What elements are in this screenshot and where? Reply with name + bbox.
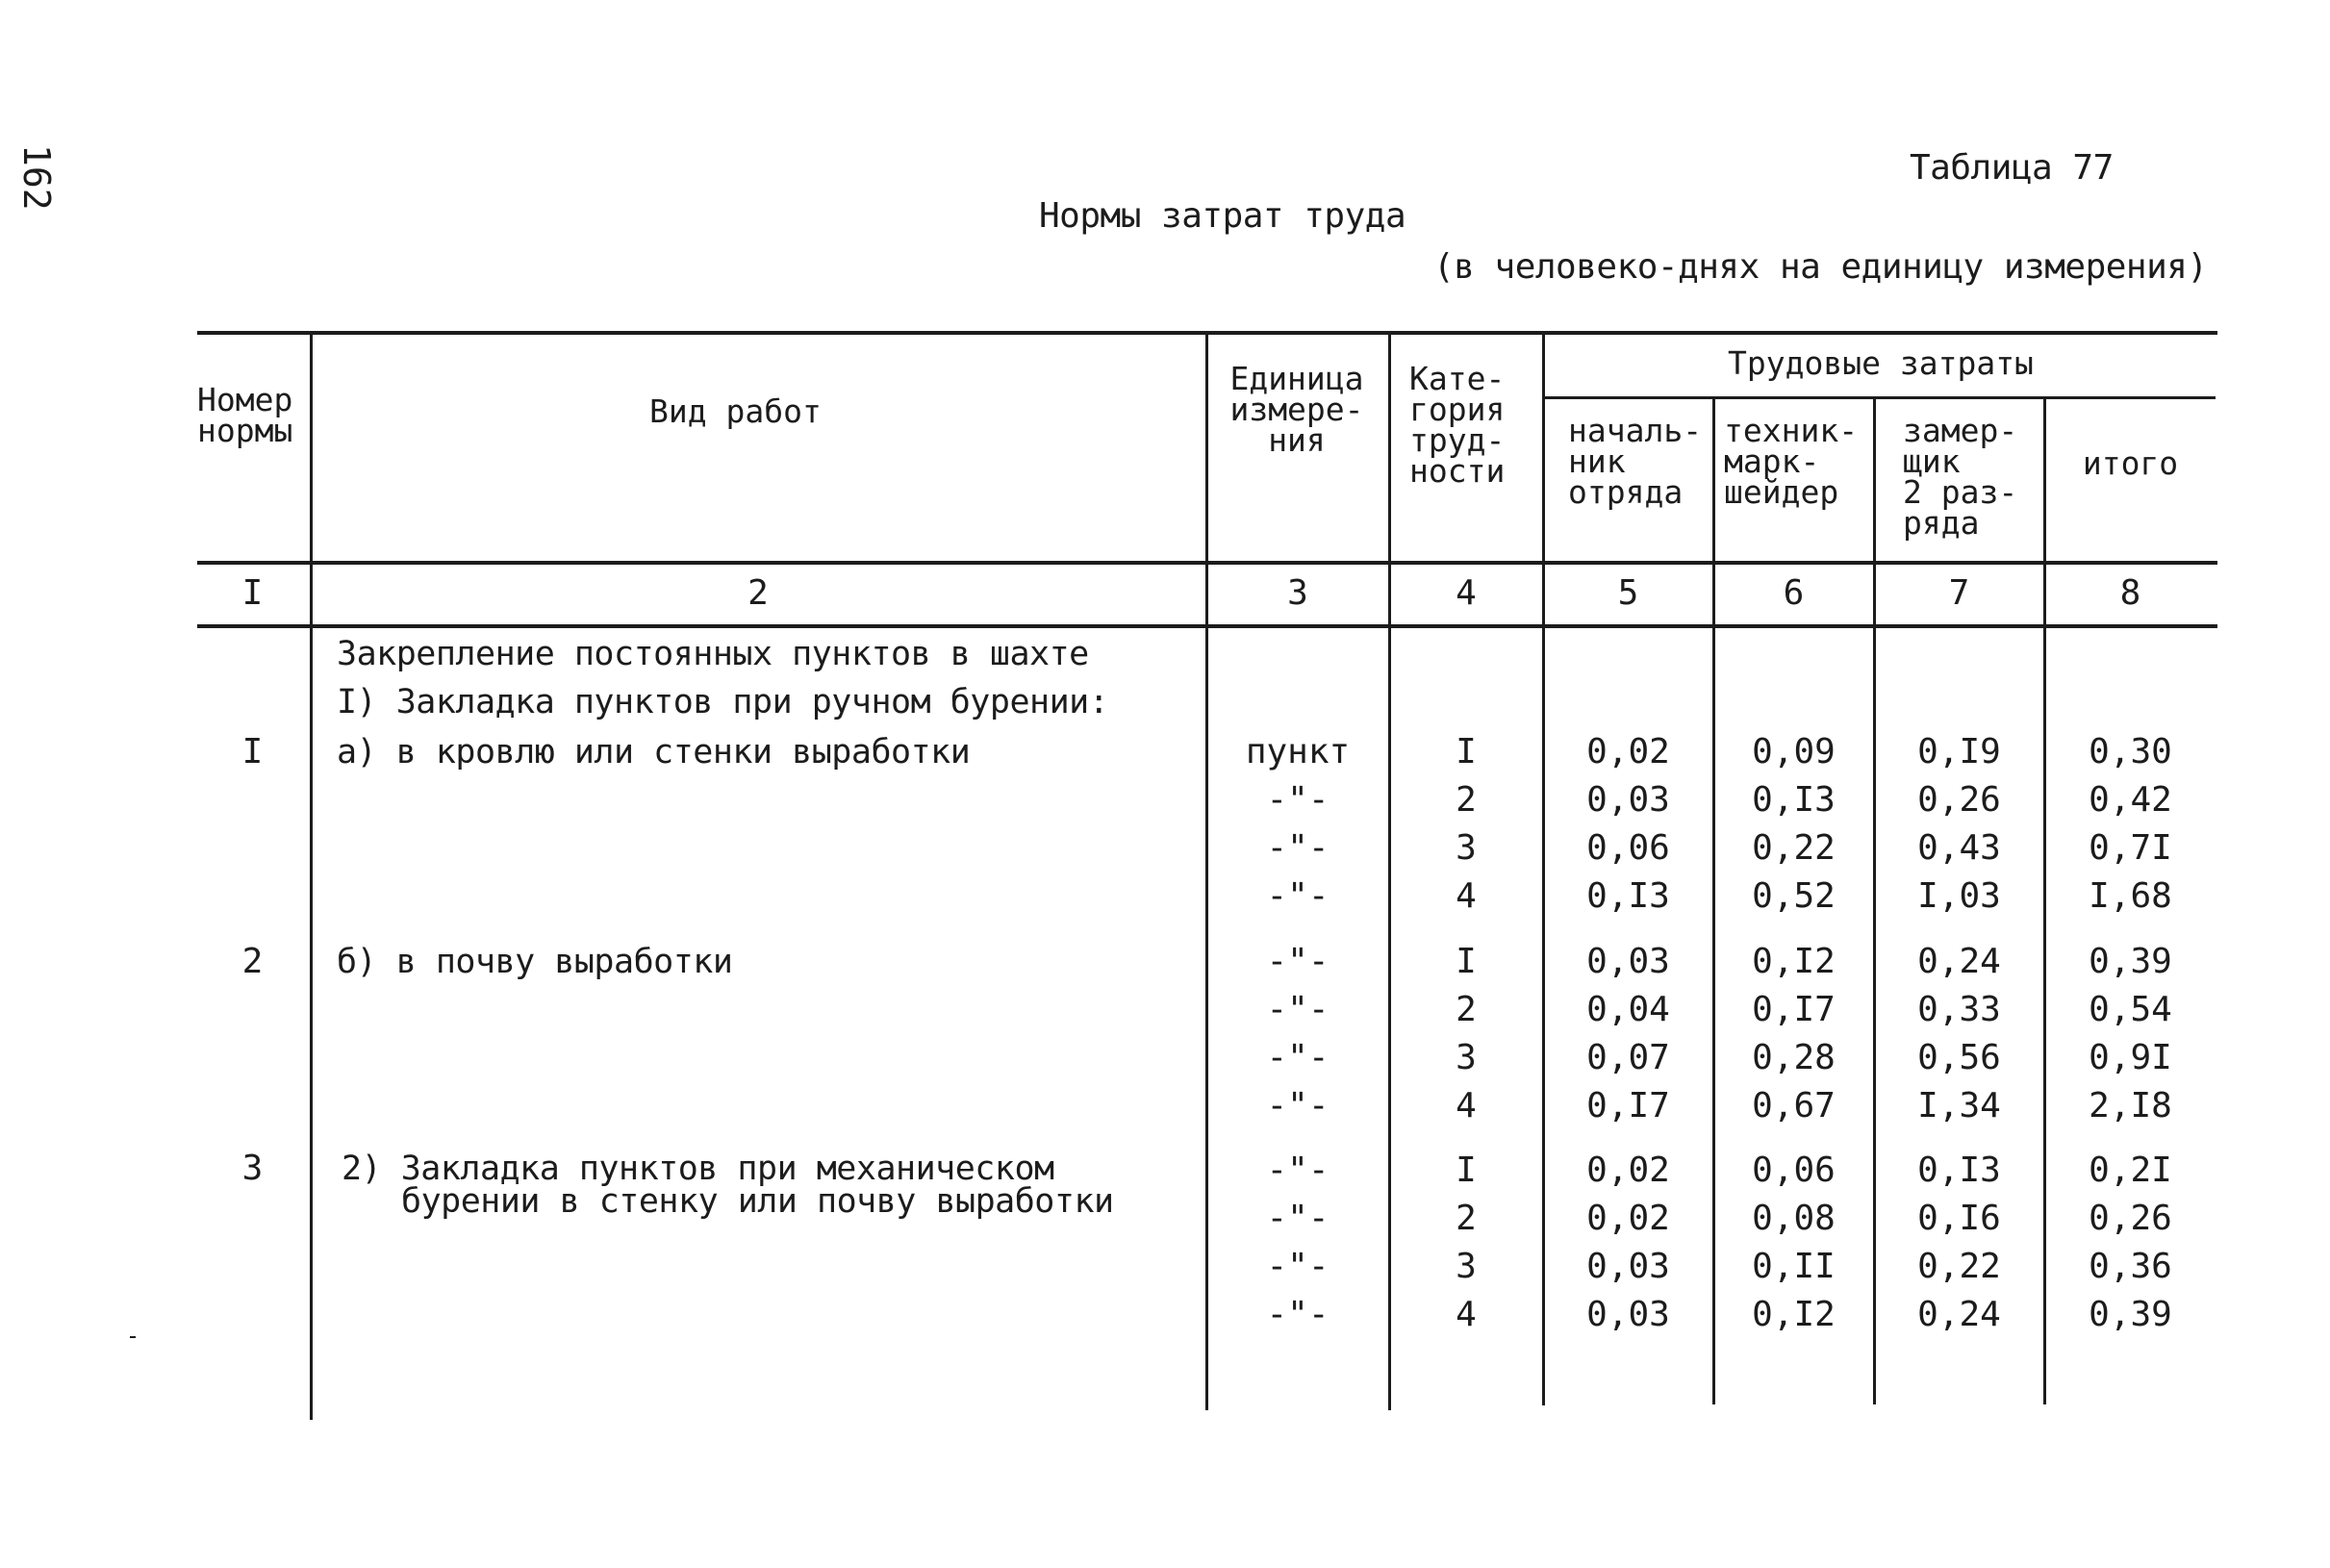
- header-chief-line1: началь-: [1568, 412, 1703, 449]
- technician-cell: 0,I7: [1752, 990, 1836, 1029]
- technician-cell: 0,67: [1752, 1086, 1836, 1125]
- category-cell: 3: [1456, 1038, 1477, 1077]
- header-unit: [1207, 360, 1386, 459]
- measurer-cell: 0,24: [1917, 942, 2001, 981]
- header-norm-number-line2: нормы: [197, 412, 293, 449]
- header-labor-costs: Трудовые затраты: [1728, 344, 2034, 382]
- header-unit-line3: ния: [1268, 421, 1326, 459]
- header-chief-line3: отряда: [1568, 473, 1684, 511]
- unit-cell: -"-: [1266, 1151, 1330, 1190]
- header-technician-line1: техник-: [1724, 412, 1859, 449]
- chief-cell: 0,03: [1586, 780, 1670, 820]
- chief-cell: 0,02: [1586, 1199, 1670, 1238]
- unit-cell: -"-: [1266, 990, 1330, 1029]
- table-subtitle: (в человеко-днях на единицу измерения): [1433, 247, 2208, 287]
- technician-cell: 0,I2: [1752, 1295, 1836, 1334]
- measurer-cell: 0,I3: [1917, 1151, 2001, 1190]
- chief-cell: 0,07: [1586, 1038, 1670, 1077]
- category-cell: 3: [1456, 828, 1477, 868]
- labor-costs-rule: [1542, 396, 2216, 399]
- column-number: I: [241, 573, 264, 613]
- total-cell: 0,30: [2089, 732, 2172, 771]
- chief-cell: 0,04: [1586, 990, 1670, 1029]
- technician-cell: 0,I3: [1752, 780, 1836, 820]
- column-number: 5: [1617, 573, 1639, 613]
- norm-number: I: [241, 732, 264, 771]
- header-measurer-line4: ряда: [1903, 504, 1980, 542]
- work-description: а) в кровлю или стенки выработки: [337, 733, 971, 771]
- measurer-cell: 0,22: [1917, 1247, 2001, 1286]
- total-cell: 0,54: [2089, 990, 2172, 1029]
- header-chief-line2: ник: [1568, 443, 1626, 480]
- header-category-line4: ности: [1409, 452, 1506, 490]
- unit-cell: -"-: [1266, 780, 1330, 820]
- header-category-line3: труд-: [1409, 421, 1506, 459]
- chief-cell: 0,02: [1586, 1151, 1670, 1190]
- unit-cell: -"-: [1266, 1086, 1330, 1125]
- header-norm-number-line1: Номер: [197, 381, 293, 418]
- header-work-type: Вид работ: [649, 392, 822, 430]
- category-cell: I: [1456, 732, 1477, 771]
- col-divider-1: [310, 333, 313, 1420]
- header-measurer-line1: замер-: [1903, 412, 2018, 449]
- measurer-cell: 0,43: [1917, 828, 2001, 868]
- chief-cell: 0,02: [1586, 732, 1670, 771]
- category-cell: I: [1456, 942, 1477, 981]
- unit-cell: -"-: [1266, 876, 1330, 916]
- technician-cell: 0,22: [1752, 828, 1836, 868]
- header-measurer: [1903, 412, 2018, 542]
- column-number: 7: [1948, 573, 1970, 613]
- header-measurer-line3: 2 раз-: [1903, 473, 2018, 511]
- total-cell: 0,2I: [2089, 1151, 2172, 1190]
- category-cell: I: [1456, 1151, 1477, 1190]
- header-total: итого: [2082, 444, 2179, 482]
- unit-cell: -"-: [1266, 828, 1330, 868]
- chief-cell: 0,03: [1586, 1247, 1670, 1286]
- total-cell: I,68: [2089, 876, 2172, 916]
- table-label: Таблица 77: [1910, 148, 2114, 188]
- header-category: [1409, 360, 1506, 490]
- column-number: 3: [1287, 573, 1308, 613]
- total-cell: 2,I8: [2089, 1086, 2172, 1125]
- total-cell: 0,7I: [2089, 828, 2172, 868]
- column-number: 6: [1783, 573, 1805, 613]
- header-chief: [1568, 412, 1703, 511]
- header-unit-line1: Единица: [1229, 360, 1364, 397]
- total-cell: 0,42: [2089, 780, 2172, 820]
- measurer-cell: I,34: [1917, 1086, 2001, 1125]
- unit-cell: -"-: [1266, 1199, 1330, 1238]
- column-number: 2: [747, 573, 769, 613]
- category-cell: 2: [1456, 990, 1477, 1029]
- table-title: Нормы затрат труда: [1039, 196, 1406, 236]
- measurer-cell: 0,24: [1917, 1295, 2001, 1334]
- category-cell: 4: [1456, 1086, 1477, 1125]
- subsection-heading: I) Закладка пунктов при ручном бурении:: [337, 683, 1109, 721]
- measurer-cell: I,03: [1917, 876, 2001, 916]
- header-technician-line3: шейдер: [1724, 473, 1839, 511]
- total-cell: 0,39: [2089, 942, 2172, 981]
- measurer-cell: 0,I9: [1917, 732, 2001, 771]
- page-number: 162: [15, 144, 58, 211]
- header-technician: [1724, 412, 1859, 511]
- category-cell: 4: [1456, 876, 1477, 916]
- measurer-cell: 0,56: [1917, 1038, 2001, 1077]
- category-cell: 3: [1456, 1247, 1477, 1286]
- section-heading: Закрепление постоянных пунктов в шахте: [337, 635, 1089, 673]
- chief-cell: 0,03: [1586, 942, 1670, 981]
- chief-cell: 0,I3: [1586, 876, 1670, 916]
- unit-cell: -"-: [1266, 1038, 1330, 1077]
- category-cell: 2: [1456, 1199, 1477, 1238]
- column-number: 4: [1456, 573, 1477, 613]
- margin-mark: [130, 1336, 136, 1338]
- header-norm-number: [197, 381, 293, 449]
- norm-number: 3: [241, 1149, 264, 1188]
- total-cell: 0,26: [2089, 1199, 2172, 1238]
- unit-cell: -"-: [1266, 1295, 1330, 1334]
- technician-cell: 0,09: [1752, 732, 1836, 771]
- unit-cell: -"-: [1266, 1247, 1330, 1286]
- technician-cell: 0,I2: [1752, 942, 1836, 981]
- measurer-cell: 0,26: [1917, 780, 2001, 820]
- unit-cell: пункт: [1245, 732, 1351, 771]
- norm-number: 2: [241, 942, 264, 981]
- technician-cell: 0,II: [1752, 1247, 1836, 1286]
- measurer-cell: 0,I6: [1917, 1199, 2001, 1238]
- technician-cell: 0,52: [1752, 876, 1836, 916]
- column-number: 8: [2119, 573, 2141, 613]
- work-description-line1: 2) Закладка пунктов при механическом: [342, 1150, 1054, 1188]
- technician-cell: 0,28: [1752, 1038, 1836, 1077]
- work-description-line2: бурении в стенку или почву выработки: [401, 1182, 1114, 1221]
- category-cell: 4: [1456, 1295, 1477, 1334]
- chief-cell: 0,I7: [1586, 1086, 1670, 1125]
- total-cell: 0,39: [2089, 1295, 2172, 1334]
- chief-cell: 0,03: [1586, 1295, 1670, 1334]
- header-technician-line2: марк-: [1724, 443, 1820, 480]
- technician-cell: 0,06: [1752, 1151, 1836, 1190]
- total-cell: 0,9I: [2089, 1038, 2172, 1077]
- header-unit-line2: измере-: [1229, 391, 1364, 428]
- category-cell: 2: [1456, 780, 1477, 820]
- header-category-line1: Кате-: [1409, 360, 1506, 397]
- work-description: [342, 1150, 1114, 1221]
- measurer-cell: 0,33: [1917, 990, 2001, 1029]
- chief-cell: 0,06: [1586, 828, 1670, 868]
- header-category-line2: гория: [1409, 391, 1506, 428]
- work-description: б) в почву выработки: [337, 943, 733, 981]
- unit-cell: -"-: [1266, 942, 1330, 981]
- total-cell: 0,36: [2089, 1247, 2172, 1286]
- header-measurer-line2: щик: [1903, 443, 1961, 480]
- technician-cell: 0,08: [1752, 1199, 1836, 1238]
